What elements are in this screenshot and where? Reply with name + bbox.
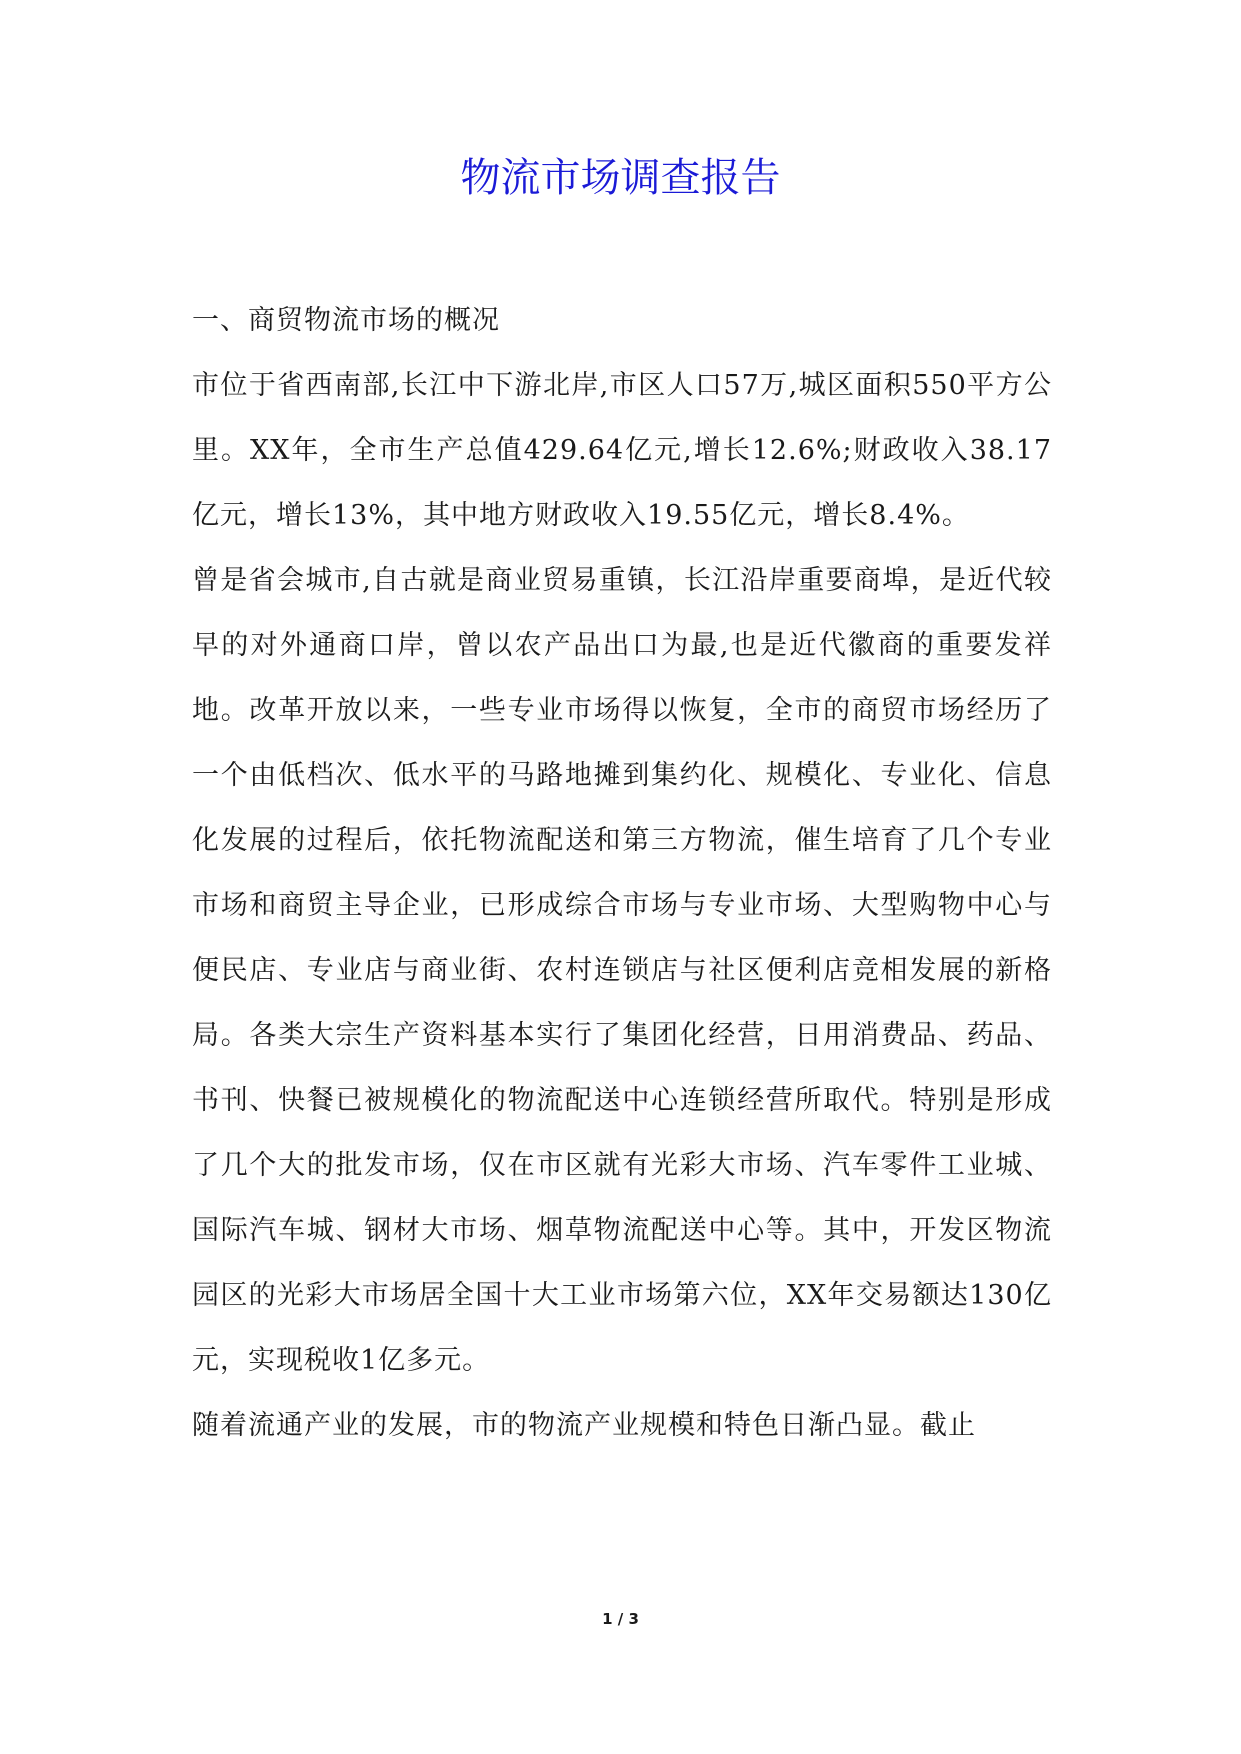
document-title: 物流市场调查报告 <box>460 155 781 201</box>
paragraph-development: 随着流通产业的发展，市的物流产业规模和特色日渐凸显。截止 <box>192 1410 976 1441</box>
document-body <box>192 288 1052 1458</box>
page-number: 1 / 3 <box>602 1610 639 1628</box>
paragraph-overview: 市位于省西南部,长江中下游北岸,市区人口57万,城区面积550平方公里。XX年，全市生产总值429.64亿元,增长12.6%;财政收入38.17亿元，增长13%，其中地方财政收入19.55亿元，增长8.4%。 <box>192 370 1052 531</box>
paragraph-history: 曾是省会城市,自古就是商业贸易重镇，长江沿岸重要商埠，是近代较早的对外通商口岸，曾以农产品出口为最,也是近代徽商的重要发祥地。改革开放以来，一些专业市场得以恢复，全市的商贸市场经历了一个由低档次、低水平的马路地摊到集约化、规模化、专业化、信息化发展的过程后，依托物流配送和第三方物流，催生培育了几个专业市场和商贸主导企业，已形成综合市场与专业市场、大型购物中心与便民店、专业店与商业街、农村连锁店与社区便利店竞相发展的新格局。各类大宗生产资料基本实行了集团化经营，日用消费品、药品、书刊、快餐已被规模化的物流配送中心连锁经营所取代。特别是形成了几个大的批发市场，仅在市区就有光彩大市场、汽车零件工业城、国际汽车城、钢材大市场、烟草物流配送中心等。其中，开发区物流园区的光彩大市场居全国十大工业市场第六位，XX年交易额达130亿元，实现税收1亿多元。 <box>192 565 1052 1376</box>
section-heading: 一、商贸物流市场的概况 <box>192 305 500 336</box>
